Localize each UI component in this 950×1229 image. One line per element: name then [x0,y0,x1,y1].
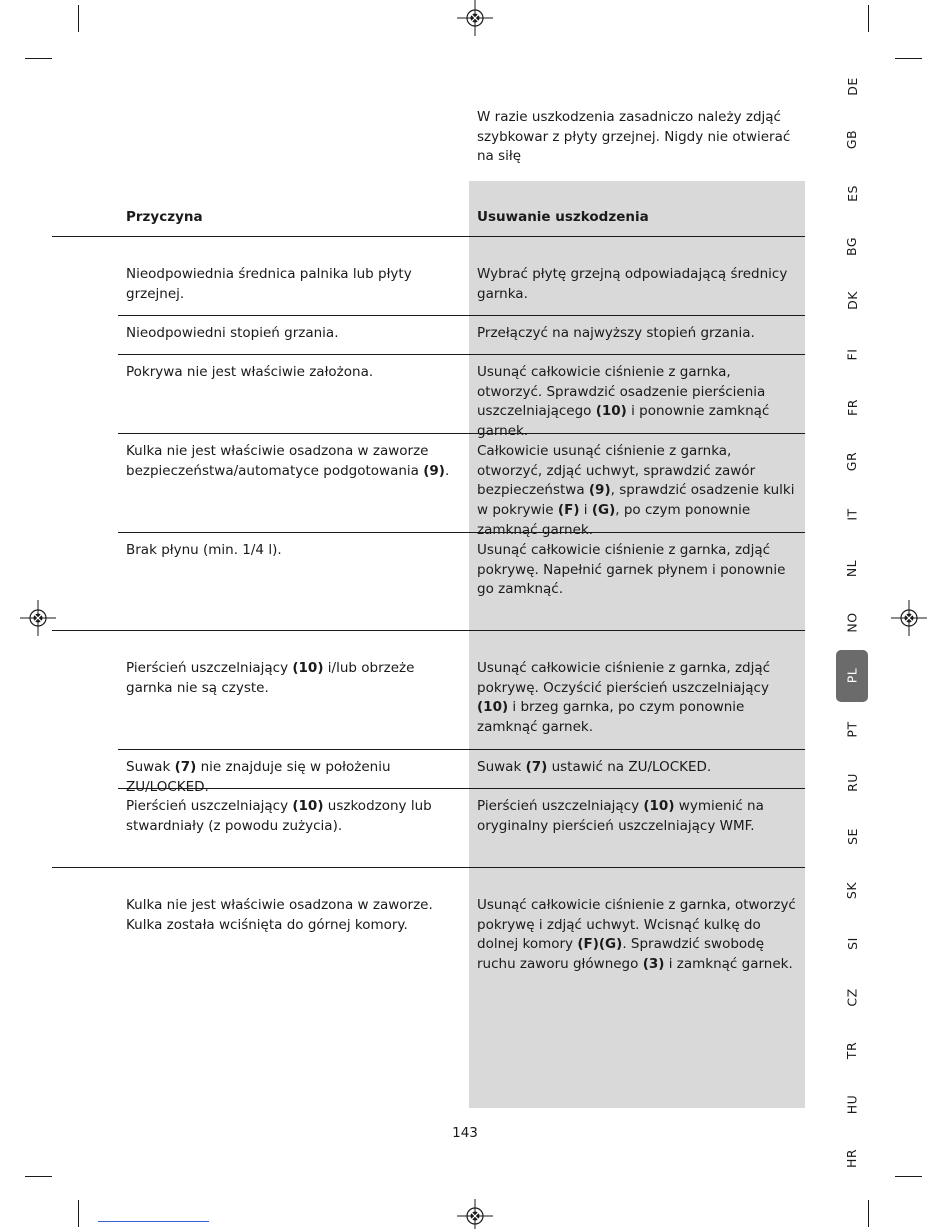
language-tab-si[interactable] [836,918,868,970]
fix-column-header: Usuwanie uszkodzenia [477,209,649,225]
table-row-cause: Kulka nie jest właściwie osadzona w zaworze bezpieczeństwa/automatyce podgotowania (9). [126,443,450,479]
table-row-fix: Usunąć całkowicie ciśnienie z garnka, otworzyć pokrywę i zdjąć uchwyt. Wcisnąć kulkę do dolnej komory (F)(G). Sprawdzić swobodę ruchu zaworu głównego (3) i zamknąć garnek. [477,897,796,973]
reference-number: (10) [595,403,627,420]
section-rule [52,867,805,868]
language-tab-it[interactable] [836,489,868,541]
reference-number: (F)(G) [577,936,623,953]
language-tab-label: SK [844,881,860,899]
row-divider [118,315,805,316]
crop-mark [78,1200,79,1227]
header-rule [52,236,805,237]
table-row-fix: Usunąć całkowicie ciśnienie z garnka, zdjąć pokrywę. Oczyścić pierścień uszczelniający (10) i brzeg garnka, po czym ponownie zamknąć garnek. [477,660,771,736]
language-tab-label: GB [844,129,860,150]
language-tab-label: HR [844,1148,860,1168]
language-tab-label: ES [844,184,860,202]
language-tab-label: CZ [844,988,860,1007]
cause-column-header: Przyczyna [126,209,203,225]
reference-number: (10) [292,660,324,676]
language-tab-nl[interactable] [836,542,868,594]
reference-number: (F) [557,502,580,519]
crop-mark [78,5,79,32]
language-tab-hu[interactable] [836,1078,868,1130]
language-tab-ru[interactable] [836,757,868,809]
row-divider [118,749,805,750]
table-row-cause: Pierścień uszczelniający (10) i/lub obrzeże garnka nie są czyste. [126,660,415,696]
table-row-fix: Usunąć całkowicie ciśnienie z garnka, zdjąć pokrywę. Napełnić garnek płynem i ponownie go zamknąć. [477,542,786,598]
language-tab-pl[interactable] [836,650,868,702]
language-tab-label: SE [844,827,860,845]
language-tab-label: IT [844,508,860,521]
language-tab-fi[interactable] [836,328,868,380]
language-tab-label: PL [844,667,860,684]
language-tab-label: FI [844,348,860,360]
language-tab-fr[interactable] [836,382,868,434]
language-tab-label: NL [844,559,860,578]
table-row-fix: Suwak (7) ustawić na ZU/LOCKED. [477,759,712,775]
registration-mark-icon [455,1199,495,1229]
reference-number: (G) [591,502,616,519]
language-tab-label: DE [844,76,860,96]
language-tab-pt[interactable] [836,703,868,755]
table-row-fix: Wybrać płytę grzejną odpowiadającą średnicy garnka. [477,266,788,302]
language-tab-dk[interactable] [836,274,868,326]
language-tab-de[interactable] [836,60,868,112]
reference-number: (10) [292,798,324,814]
language-tab-no[interactable] [836,596,868,648]
language-tab-label: NO [844,611,860,633]
reference-number: (7) [174,759,197,775]
table-row-cause: Nieodpowiedni stopień grzania. [126,325,339,341]
crop-mark [868,5,869,32]
table-row-fix: Całkowicie usunąć ciśnienie z garnka, otworzyć, zdjąć uchwyt, sprawdzić zawór bezpieczeństwa (9), sprawdzić osadzenie kulki w pokrywie (F) i (G), po czym ponownie zamknąć garnek. [477,443,795,538]
language-tab-label: RU [844,773,860,793]
language-tab-bg[interactable] [836,221,868,273]
language-tab-sk[interactable] [836,864,868,916]
table-row-cause: Brak płynu (min. 1/4 l). [126,542,282,558]
reference-number: (10) [477,699,509,716]
reference-number: (7) [525,759,548,775]
table-row-cause: Suwak (7) nie znajduje się w położeniu ZU/LOCKED. [126,759,391,795]
reference-number: (3) [642,956,665,973]
crop-mark [868,1200,869,1227]
table-row-cause: Kulka nie jest właściwie osadzona w zaworze. Kulka została wciśnięta do górnej komory. [126,897,433,933]
reference-number: (9) [423,462,445,479]
language-tab-gb[interactable] [836,114,868,166]
language-tab-es[interactable] [836,167,868,219]
registration-mark-icon [18,598,58,638]
language-tab-label: PT [844,721,860,738]
language-tab-label: HU [844,1094,860,1115]
table-row-cause: Nieodpowiednia średnica palnika lub płyty grzejnej. [126,266,412,302]
table-row-cause: Pierścień uszczelniający (10) uszkodzony lub stwardniały (z powodu zużycia). [126,798,432,834]
intro-note: W razie uszkodzenia zasadniczo należy zdjąć szybkowar z płyty grzejnej. Nigdy nie otwierać na siłę [477,109,791,164]
language-tab-tr[interactable] [836,1025,868,1077]
crop-mark [895,58,922,59]
language-tab-label: BG [844,237,860,257]
row-divider [118,354,805,355]
language-tab-label: SI [844,937,860,950]
table-row-fix: Pierścień uszczelniający (10) wymienić na oryginalny pierścień uszczelniający WMF. [477,798,764,834]
language-tab-label: FR [844,399,860,417]
language-tab-gr[interactable] [836,435,868,487]
registration-mark-icon [889,598,929,638]
crop-mark [25,1176,52,1177]
language-tab-cz[interactable] [836,971,868,1023]
decorative-line [98,1221,209,1222]
crop-mark [25,58,52,59]
reference-number: (9) [588,482,611,499]
reference-number: (10) [643,798,675,814]
language-tab-label: DK [844,290,860,310]
crop-mark [895,1176,922,1177]
language-tab-label: TR [844,1042,860,1060]
table-row-cause: Pokrywa nie jest właściwie założona. [126,364,374,380]
language-tab-label: GR [844,451,860,471]
registration-mark-icon [455,0,495,36]
page-number: 143 [452,1125,478,1141]
section-rule [52,630,805,631]
table-row-fix: Przełączyć na najwyższy stopień grzania. [477,325,755,341]
table-row-fix: Usunąć całkowicie ciśnienie z garnka, otworzyć. Sprawdzić osadzenie pierścienia uszczelniającego (10) i ponownie zamknąć garnek. [477,364,770,440]
language-tab-se[interactable] [836,810,868,862]
